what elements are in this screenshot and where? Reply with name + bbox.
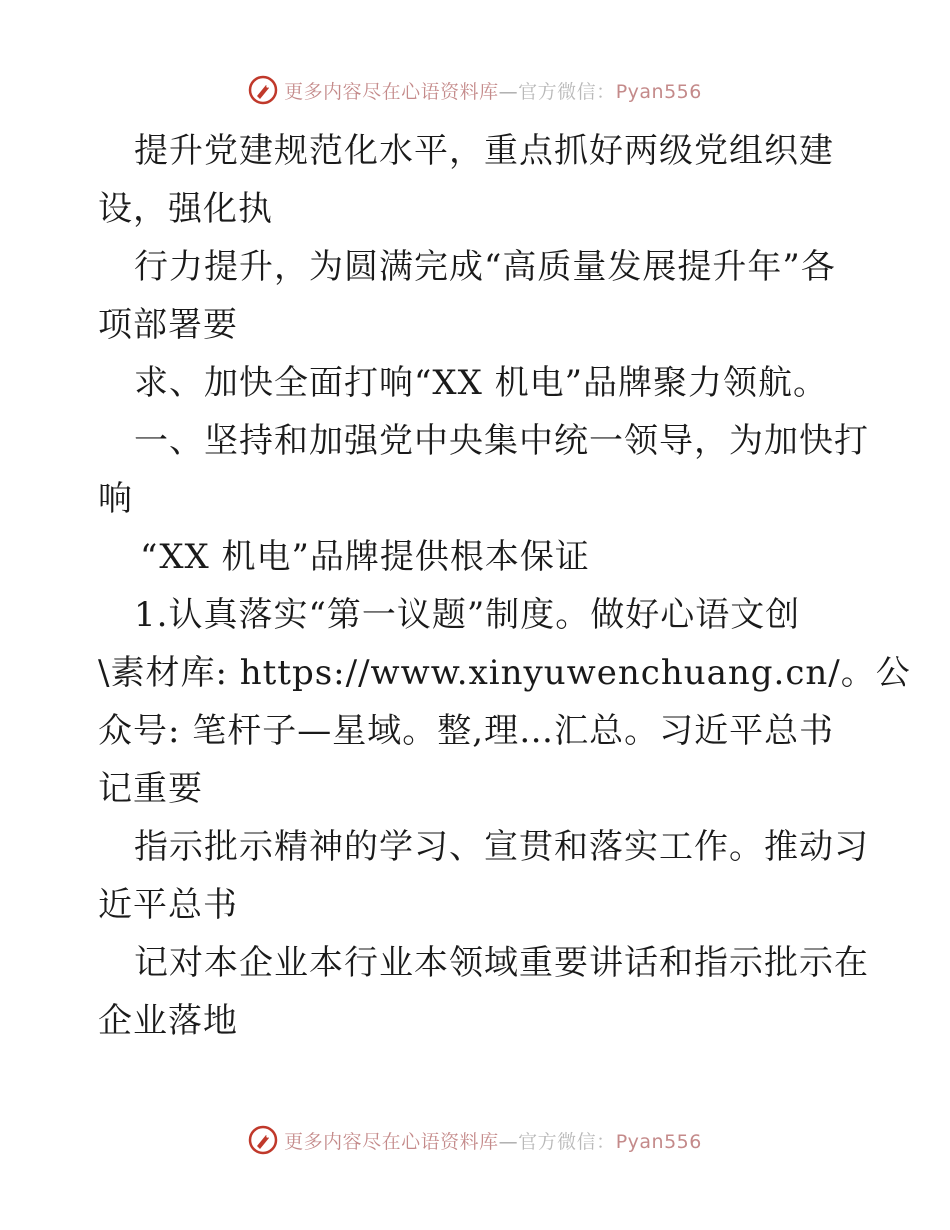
header-dash: —: [498, 80, 519, 103]
footer-dash: —: [498, 1130, 519, 1153]
body-line: 记对本企业本行业本领域重要讲话和指示批示在: [134, 943, 869, 983]
body-line: 指示批示精神的学习、宣贯和落实工作。推动习: [134, 827, 869, 867]
header-wechat-id: Pyan556: [615, 80, 702, 103]
footer-wechat-id: Pyan556: [615, 1130, 702, 1153]
body-line: 记重要: [98, 769, 203, 809]
document-body: [98, 122, 911, 1050]
header-watermark: [0, 70, 950, 110]
body-line: 众号: 笔杆子—星域。整,理…汇总。习近平总书: [98, 711, 835, 751]
body-line: 1.认真落实“第一议题”制度。做好心语文创: [134, 595, 801, 635]
footer-site-text: 更多内容尽在心语资料库: [284, 1130, 499, 1153]
body-line: 求、加快全面打响“XX 机电”品牌聚力领航。: [134, 363, 828, 403]
body-line: 设，强化执: [98, 189, 273, 229]
body-line: 近平总书: [98, 885, 238, 925]
section-heading-cont: 响: [98, 479, 133, 519]
body-line: \素材库: https://www.xinyuwenchuang.cn/。公: [98, 653, 911, 693]
pen-nib-icon: [248, 1125, 278, 1155]
section-heading-cont: “XX 机电”品牌提供根本保证: [140, 537, 590, 577]
body-line: 提升党建规范化水平，重点抓好两级党组织建: [134, 131, 834, 171]
footer-wechat-label: 官方微信：: [518, 1130, 616, 1153]
header-wechat-label: 官方微信：: [518, 80, 616, 103]
body-line: 行力提升，为圆满完成“高质量发展提升年”各: [134, 247, 836, 287]
footer-watermark: [0, 1120, 950, 1160]
body-line: 项部署要: [98, 305, 238, 345]
pen-nib-icon: [248, 75, 278, 105]
body-line: 企业落地: [98, 1001, 238, 1041]
header-site-text: 更多内容尽在心语资料库: [284, 80, 499, 103]
section-heading: 一、坚持和加强党中央集中统一领导，为加快打: [134, 421, 869, 461]
